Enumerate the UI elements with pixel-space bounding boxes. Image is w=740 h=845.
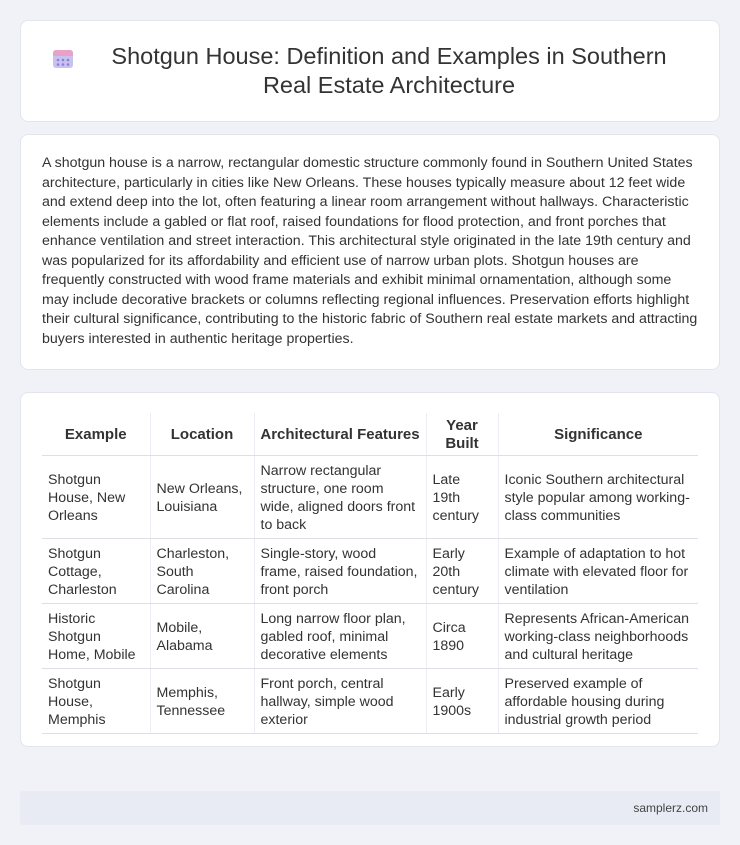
intro-paragraph: A shotgun house is a narrow, rectangular domestic structure commonly found in Southern United States architecture, particularly in cities like New Orleans. These houses typically measure about 12 feet wide and extend deep into the lot, often featuring a linear room arrangement without hallways. Characteristic elements include a gabled or flat roof, raised foundations for flood protection, and front porches that enhance ventilation and street interaction. This architectural style originated in the late 19th century and was popularized for its affordability and efficient use of narrow urban plots. Shotgun houses are frequently constructed with wood frame materials and exhibit minimal ornamentation, although some may include decorative brackets or columns reflecting regional influences. Preservation efforts highlight their cultural significance, contributing to the historic fabric of Southern real estate markets and attracting buyers interested in authentic heritage properties. — [42, 155, 698, 347]
cell-location: Charleston, South Carolina — [150, 539, 254, 604]
cell-significance: Represents African-American working-class neighborhoods and cultural heritage — [498, 604, 698, 669]
cell-example: Historic Shotgun Home, Mobile — [42, 604, 150, 669]
cell-location: Memphis, Tennessee — [150, 669, 254, 734]
cell-features: Narrow rectangular structure, one room wide, aligned doors front to back — [254, 456, 426, 539]
cell-example: Shotgun House, New Orleans — [42, 456, 150, 539]
examples-table — [42, 413, 698, 734]
footer-bar — [20, 791, 720, 825]
header-location: Location — [150, 413, 254, 456]
header-year-built: Year Built — [426, 413, 498, 456]
cell-year-built: Early 1900s — [426, 669, 498, 734]
table-header-row — [42, 413, 698, 456]
cell-year-built: Early 20th century — [426, 539, 498, 604]
table-row — [42, 604, 698, 669]
cell-features: Front porch, central hallway, simple wood exterior — [254, 669, 426, 734]
cell-year-built: Circa 1890 — [426, 604, 498, 669]
cell-significance: Example of adaptation to hot climate with elevated floor for ventilation — [498, 539, 698, 604]
cell-location: New Orleans, Louisiana — [150, 456, 254, 539]
intro-card — [20, 134, 720, 370]
cell-significance: Preserved example of affordable housing during industrial growth period — [498, 669, 698, 734]
header-significance: Significance — [498, 413, 698, 456]
table-card — [20, 392, 720, 747]
cell-location: Mobile, Alabama — [150, 604, 254, 669]
header-features: Architectural Features — [254, 413, 426, 456]
header-example: Example — [42, 413, 150, 456]
table-row — [42, 456, 698, 539]
cell-year-built: Late 19th century — [426, 456, 498, 539]
cell-features: Long narrow floor plan, gabled roof, minimal decorative elements — [254, 604, 426, 669]
header-inner — [51, 42, 689, 100]
table-row — [42, 539, 698, 604]
footer-site-link[interactable]: samplerz.com — [633, 801, 708, 815]
cell-example: Shotgun House, Memphis — [42, 669, 150, 734]
page-title: Shotgun House: Definition and Examples in Southern Real Estate Architecture — [111, 43, 667, 98]
cell-significance: Iconic Southern architectural style popular among working-class communities — [498, 456, 698, 539]
cell-example: Shotgun Cottage, Charleston — [42, 539, 150, 604]
table-row — [42, 669, 698, 734]
calendar-icon — [51, 46, 75, 70]
header-card — [20, 20, 720, 122]
cell-features: Single-story, wood frame, raised foundation, front porch — [254, 539, 426, 604]
